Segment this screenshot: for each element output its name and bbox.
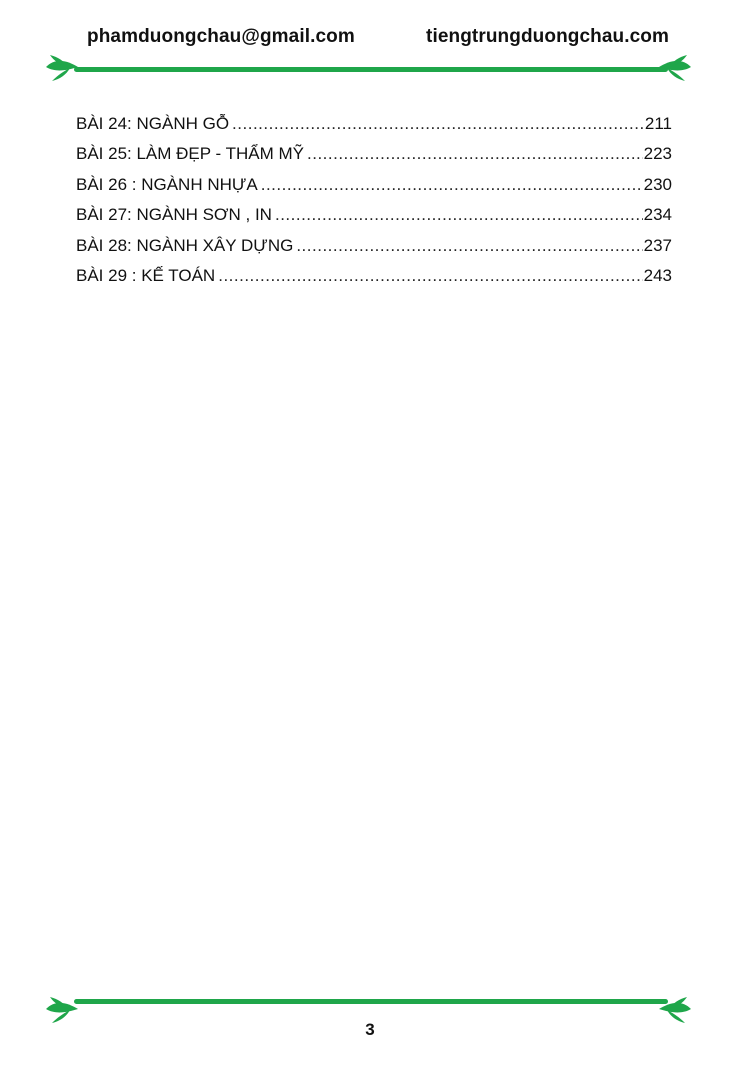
toc-entry[interactable] [76,114,672,144]
toc-entry[interactable] [76,205,672,235]
toc-entry-page: 234 [643,205,672,225]
toc-entry[interactable] [76,144,672,174]
toc-dot-leader [307,144,643,164]
toc-entry-title: BÀI 24: NGÀNH GỖ [76,114,230,133]
toc-dot-leader [275,205,643,225]
toc-dot-leader [218,266,642,286]
toc-entry[interactable] [76,236,672,266]
toc-entry-page: 237 [643,235,672,255]
header-email: phamduongchau@gmail.com [87,26,355,47]
toc-entry-title: BÀI 27: NGÀNH SƠN , IN [76,205,272,225]
toc-entry-page: 211 [644,114,672,133]
toc-dot-leader [296,236,642,256]
toc-entry-title: BÀI 29 : KẾ TOÁN [76,265,216,285]
bamboo-leaf-icon [653,51,693,85]
table-of-contents [76,114,672,296]
toc-entry[interactable] [76,266,672,296]
toc-entry-page: 223 [643,144,672,164]
toc-dot-leader [261,175,643,195]
toc-entry-title: BÀI 25: LÀM ĐẸP - THẨM MỸ [76,144,304,164]
toc-entry-page: 230 [643,174,672,194]
bamboo-leaf-icon [44,51,84,85]
page-header [0,0,751,90]
page-number: 3 [365,1020,375,1039]
toc-entry[interactable] [76,175,672,205]
footer-divider [74,999,668,1004]
toc-entry-page: 243 [643,265,672,285]
toc-entry-title: BÀI 28: NGÀNH XÂY DỰNG [76,235,294,255]
header-website: tiengtrungduongchau.com [426,26,669,47]
toc-dot-leader [232,114,644,134]
header-divider [74,67,668,72]
toc-entry-title: BÀI 26 : NGÀNH NHỰA [76,174,258,194]
